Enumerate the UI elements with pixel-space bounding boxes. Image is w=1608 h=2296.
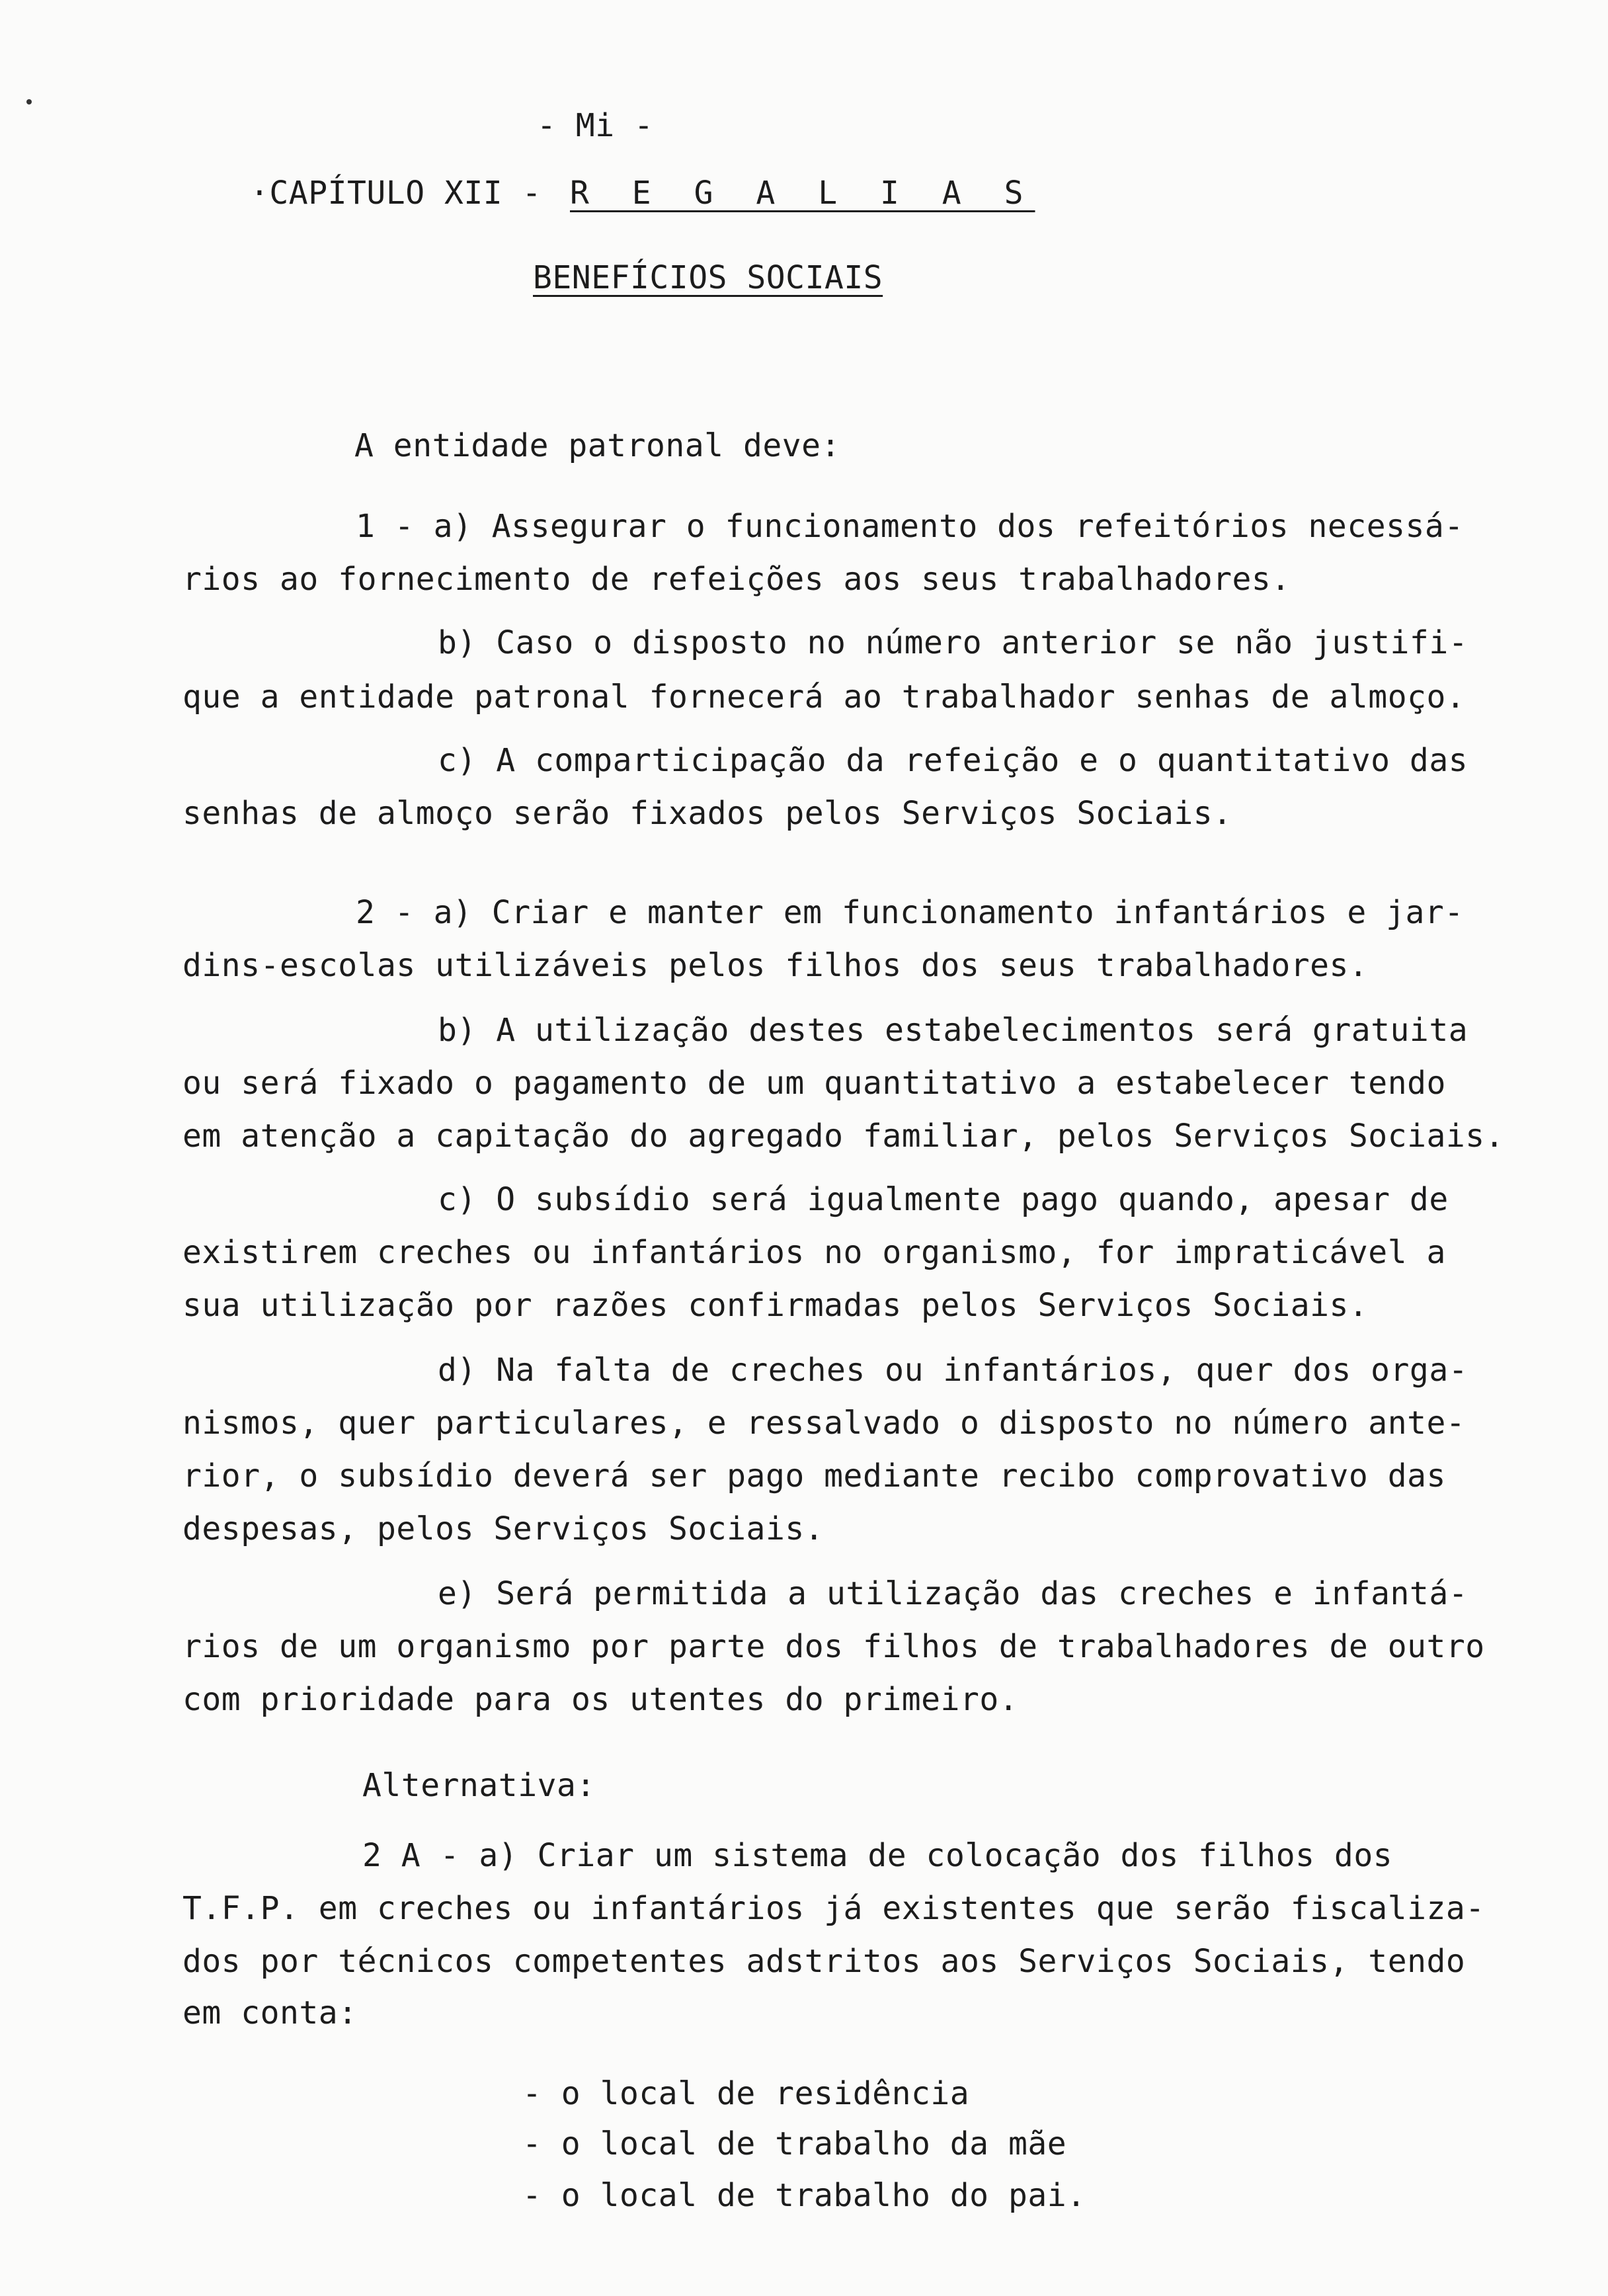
item-2e-line-2: rios de um organismo por parte dos filhos de trabalhadores de outro (182, 1628, 1485, 1665)
item-2c-line-1: c) O subsídio será igualmente pago quando, apesar de (438, 1181, 1449, 1218)
item-2A-line-2: T.F.P. em creches ou infantários já existentes que serão fiscaliza- (182, 1890, 1485, 1927)
margin-dot (26, 99, 32, 104)
section-subtitle: BENEFÍCIOS SOCIAIS (533, 259, 883, 296)
item-2d-line-2: nismos, quer particulares, e ressalvado o disposto no número ante- (182, 1405, 1466, 1442)
list-item: - o local de residência (522, 2075, 970, 2112)
item-1b-line-1: b) Caso o disposto no número anterior se não justifi- (438, 624, 1468, 661)
item-1c-line-2: senhas de almoço serão fixados pelos Serviços Sociais. (182, 795, 1232, 832)
page-number: - Mi - (537, 107, 654, 144)
list-item: - o local de trabalho do pai. (522, 2177, 1086, 2214)
intro-text: A entidade patronal deve: (354, 427, 840, 464)
item-2e-line-3: com prioridade para os utentes do primeiro. (182, 1681, 1019, 1718)
item-1c-line-1: c) A comparticipação da refeição e o quantitativo das (438, 742, 1468, 779)
item-2a-line-1: 2 - a) Criar e manter em funcionamento infantários e jar- (356, 894, 1464, 931)
item-2c-line-2: existirem creches ou infantários no organismo, for impraticável a (182, 1234, 1446, 1271)
item-2b-line-2: ou será fixado o pagamento de um quantitativo a estabelecer tendo (182, 1065, 1446, 1102)
list-item: - o local de trabalho da mãe (522, 2125, 1067, 2162)
item-2b-line-3: em atenção a capitação do agregado familiar, pelos Serviços Sociais. (182, 1118, 1505, 1155)
item-1a-line-1: 1 - a) Assegurar o funcionamento dos refeitórios necessá- (356, 508, 1464, 545)
item-1b-line-2: que a entidade patronal fornecerá ao trabalhador senhas de almoço. (182, 678, 1466, 716)
item-2a-line-2: dins-escolas utilizáveis pelos filhos dos seus trabalhadores. (182, 947, 1369, 984)
item-2c-line-3: sua utilização por razões confirmadas pelos Serviços Sociais. (182, 1287, 1369, 1324)
chapter-prefix: ·CAPÍTULO XII - (250, 175, 542, 212)
item-2e-line-1: e) Será permitida a utilização das creches e infantá- (438, 1575, 1468, 1612)
item-2d-line-1: d) Na falta de creches ou infantários, quer dos orga- (438, 1352, 1468, 1389)
item-2A-line-3: dos por técnicos competentes adstritos aos Serviços Sociais, tendo (182, 1943, 1466, 1980)
item-2d-line-3: rior, o subsídio deverá ser pago mediante recibo comprovativo das (182, 1457, 1446, 1495)
item-2A-line-1: 2 A - a) Criar um sistema de colocação dos filhos dos (362, 1837, 1393, 1874)
chapter-title: R E G A L I A S (570, 175, 1035, 212)
item-2b-line-1: b) A utilização destes estabelecimentos será gratuita (438, 1012, 1468, 1049)
item-2A-line-4: em conta: (182, 1994, 358, 2031)
item-2d-line-4: despesas, pelos Serviços Sociais. (182, 1510, 824, 1547)
alternativa-heading: Alternativa: (362, 1767, 596, 1804)
item-1a-line-2: rios ao fornecimento de refeições aos seus trabalhadores. (182, 561, 1291, 598)
